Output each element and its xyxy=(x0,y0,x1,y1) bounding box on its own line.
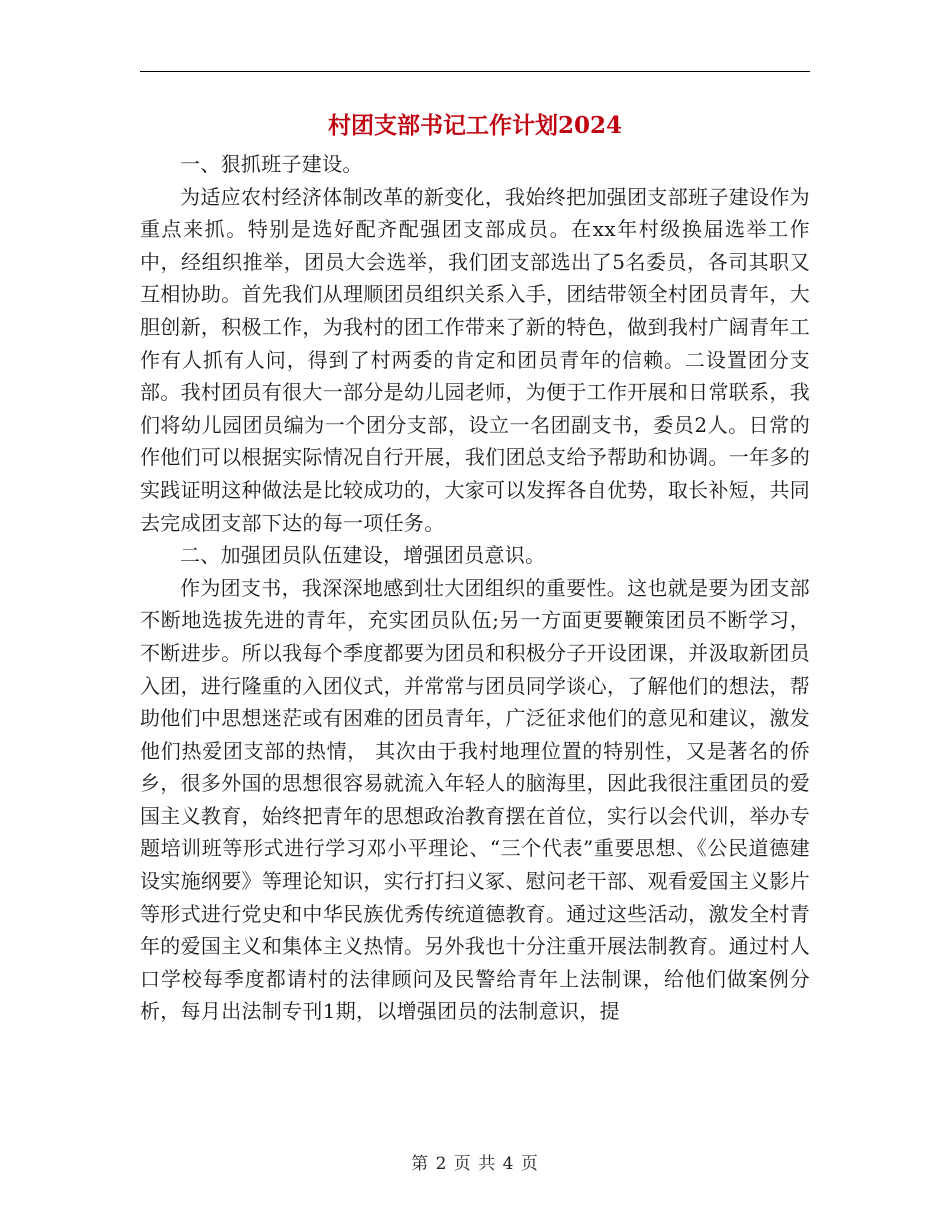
document-body xyxy=(140,148,810,1028)
document-title: 村团支部书记工作计划2024 xyxy=(327,112,622,139)
section-heading-2: 二、加强团员队伍建设，增强团员意识。 xyxy=(180,543,546,568)
page-number-footer: 第 2 页 共 4 页 xyxy=(411,1154,539,1174)
section-heading-1: 一、狠抓班子建设。 xyxy=(180,152,363,176)
body-paragraph-2: 作为团支书，我深深地感到壮大团组织的重要性。这也就是要为团支部不断地选拔先进的青年，充实团员队伍;另一方面更要鞭策团员不断学习，不断进步。所以我每个季度都要为团员和积极分子开设团课，并汲取新团员入团，进行隆重的入团仪式，并常常与团员同学谈心，了解他们的想法，帮助他们中思想迷茫或有困难的团员青年，广泛征求他们的意见和建议，激发他们热爱团支部的热情， 其次由于我村地理位置的特别性，又是著名的侨乡，很多外国的思想很容易就流入年轻人的脑海里，因此我很注重团员的爱国主义教育，始终把青年的思想政治教育摆在首位，实行以会代训，举办专题培训班等形式进行学习邓小平理论、“三个代表”重要思想、《公民道德建设实施纲要》等理论知识，实行打扫义冢、慰问老干部、观看爱国主义影片等形式进行党史和中华民族优秀传统道德教育。通过这些活动，激发全村青年的爱国主义和集体主义热情。另外我也十分注重开展法制教育。通过村人口学校每季度都请村的法律顾问及民警给青年上法制课，给他们做案例分析，每月出法制专刊1期，以增强团员的法制意识，提 xyxy=(140,575,810,1024)
header-rule xyxy=(140,71,810,72)
body-paragraph-1: 为适应农村经济体制改革的新变化，我始终把加强团支部班子建设作为重点来抓。特别是选好配齐配强团支部成员。在xx年村级换届选举工作中，经组织推举，团员大会选举，我们团支部选出了5名委员，各司其职又互相协助。首先我们从理顺团员组织关系入手，团结带领全村团员青年，大胆创新，积极工作，为我村的团工作带来了新的特色，做到我村广阔青年工作有人抓有人问，得到了村两委的肯定和团员青年的信赖。二设置团分支部。我村团员有很大一部分是幼儿园老师，为便于工作开展和日常联系，我们将幼儿园团员编为一个团分支部，设立一名团副支书，委员2人。日常的作他们可以根据实际情况自行开展，我们团总支给予帮助和协调。一年多的实践证明这种做法是比较成功的，大家可以发挥各自优势，取长补短，共同去完成团支部下达的每一项任务。 xyxy=(140,184,810,535)
